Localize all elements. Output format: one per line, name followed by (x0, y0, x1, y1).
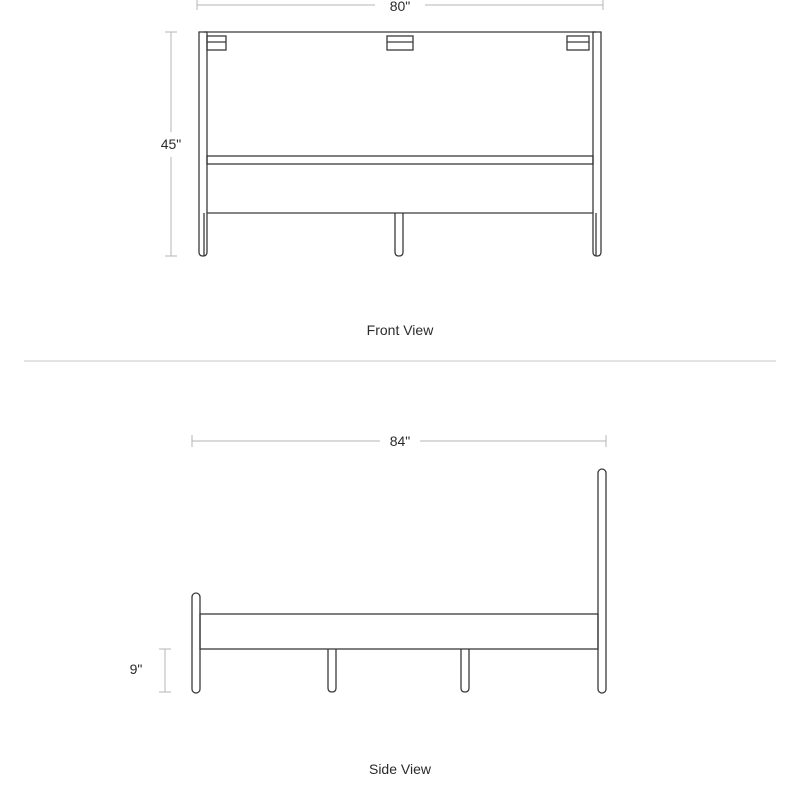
side-view-caption: Side View (368, 761, 432, 777)
front-width-dimension (197, 0, 603, 14)
side-clearance-dimension (130, 649, 171, 692)
side-length-label: 84" (389, 433, 411, 449)
side-view (130, 433, 606, 777)
front-view (161, 0, 603, 338)
front-height-label: 45" (160, 136, 182, 152)
front-width-label: 80" (389, 0, 411, 14)
side-bed-outline (192, 469, 606, 693)
front-bed-outline (199, 32, 601, 256)
front-height-dimension (161, 32, 182, 256)
front-view-caption: Front View (366, 322, 434, 338)
side-length-dimension (192, 433, 606, 449)
side-clearance-label: 9" (129, 661, 143, 677)
